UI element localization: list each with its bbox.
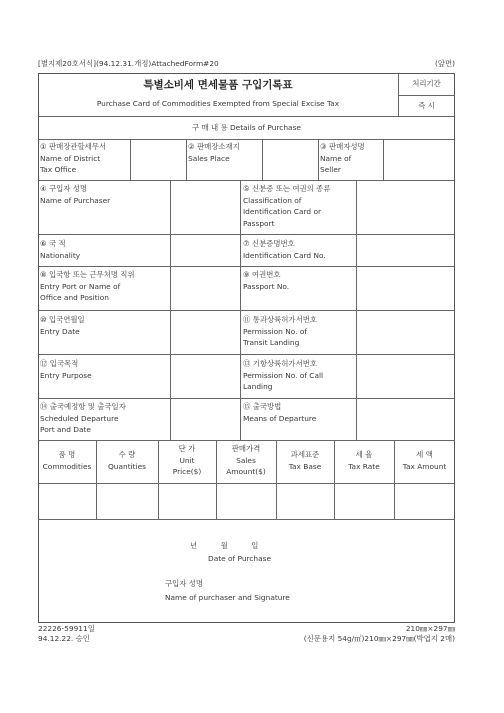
tax-rate-cell[interactable]: [335, 484, 393, 518]
footer-code: 22226-59911일 94.12.22. 승인: [38, 624, 95, 643]
entry-purpose-input[interactable]: [171, 355, 239, 397]
col-header-tax-rate: 세 율 Tax Rate: [348, 450, 380, 471]
sales-place-label: ② 판매장소재지 Sales Place: [188, 142, 240, 163]
rule: [38, 519, 455, 520]
col-header-tax-amount: 세 액 Tax Amount: [402, 450, 447, 471]
col-header-unit-price: 단 가 Unit Price($): [172, 444, 202, 476]
col-header-sales-amount: 판매가격 Sales Amount($): [226, 444, 266, 476]
rule: [240, 180, 241, 440]
purchase-date-ko: 년 월 일: [190, 541, 259, 550]
footer-paper: (신문용지 54g/㎡)210㎜×297㎜(박엽지 2매): [303, 634, 455, 643]
col-header-commodities: 품 명 Commodities: [42, 450, 92, 471]
tax-base-cell[interactable]: [277, 484, 333, 518]
form-title: 특별소비세 면세물품 구입기록표: [143, 79, 293, 91]
means-departure-input[interactable]: [357, 399, 454, 439]
id-classification-label: ⑤ 신분증 또는 여권의 종류 Classification of Identification Card or Passport: [243, 184, 331, 228]
purchase-section-heading: 구 매 내 용 Details of Purchase: [192, 123, 301, 132]
col-header-quantities: 수 량 Quantities: [107, 450, 146, 471]
form-side: (앞면): [434, 59, 455, 68]
processing-label: 처리기간: [412, 79, 441, 88]
form-subtitle: Purchase Card of Commodities Exempted from Special Excise Tax: [96, 99, 340, 108]
purchaser-name-input[interactable]: [171, 181, 239, 233]
transit-permission-label: ⑪ 통과상륙허가서번호 Permission No. of Transit Landing: [243, 315, 317, 347]
transit-permission-input[interactable]: [357, 311, 454, 353]
rule: [318, 139, 319, 180]
purchaser-name-label: ④ 구입자 성명 Name of Purchaser: [40, 184, 111, 205]
rule: [186, 139, 187, 180]
departure-label: ⑭ 출국예정항 및 출국일자 Scheduled Departure Port and Date: [40, 402, 126, 434]
id-number-label: ⑦ 신분증명번호 Identification Card No.: [243, 239, 326, 260]
purchaser-sign-ko: 구입자 성명: [165, 579, 204, 588]
entry-port-input[interactable]: [171, 267, 239, 309]
purchaser-signature-input[interactable]: [330, 586, 440, 604]
commodities-cell[interactable]: [39, 484, 95, 518]
passport-no-input[interactable]: [357, 267, 454, 309]
tax-amount-cell[interactable]: [395, 484, 454, 518]
quantities-cell[interactable]: [97, 484, 157, 518]
form-id: [별지제20호서식](94.12.31.개정)AttachedForm#20: [38, 59, 219, 68]
nationality-label: ⑥ 국 적 Nationality: [40, 239, 81, 260]
means-departure-label: ⑮ 출국방법 Means of Departure: [243, 402, 317, 423]
processing-value: 즉 시: [418, 101, 435, 110]
district-tax-office-label: ① 판매장관할세무서 Name of District Tax Office: [40, 142, 107, 174]
rule: [398, 95, 455, 96]
purchaser-sign-en: Name of purchaser and Signature: [165, 593, 290, 602]
departure-input[interactable]: [171, 399, 239, 439]
entry-date-label: ⑩ 입국연월일 Entry Date: [40, 315, 85, 336]
entry-date-input[interactable]: [171, 311, 239, 353]
entry-port-label: ⑧ 입국항 또는 근무처명 직위 Entry Port or Name of Office and Position: [40, 270, 135, 302]
seller-label: ③ 판매자성명 Name of Seller: [320, 142, 365, 174]
id-number-input[interactable]: [357, 235, 454, 265]
rule: [38, 440, 455, 441]
purchase-date-en: Date of Purchase: [208, 554, 272, 563]
passport-no-label: ⑨ 여권번호 Passport No.: [243, 270, 290, 291]
sales-place-input[interactable]: [263, 140, 317, 179]
entry-purpose-label: ⑫ 입국목적 Entry Purpose: [40, 359, 92, 380]
col-header-tax-base: 과세표준 Tax Base: [288, 450, 322, 471]
id-classification-input[interactable]: [357, 181, 454, 233]
call-landing-input[interactable]: [357, 355, 454, 397]
footer-size: 210㎜×297㎜: [405, 624, 455, 633]
nationality-input[interactable]: [171, 235, 239, 265]
seller-input[interactable]: [384, 140, 454, 179]
sales-amount-cell[interactable]: [217, 484, 275, 518]
unit-price-cell[interactable]: [159, 484, 215, 518]
district-tax-office-input[interactable]: [131, 140, 185, 179]
rule: [38, 116, 455, 117]
call-landing-label: ⑬ 기항상륙허가서번호 Permission No. of Call Landing: [243, 359, 324, 391]
